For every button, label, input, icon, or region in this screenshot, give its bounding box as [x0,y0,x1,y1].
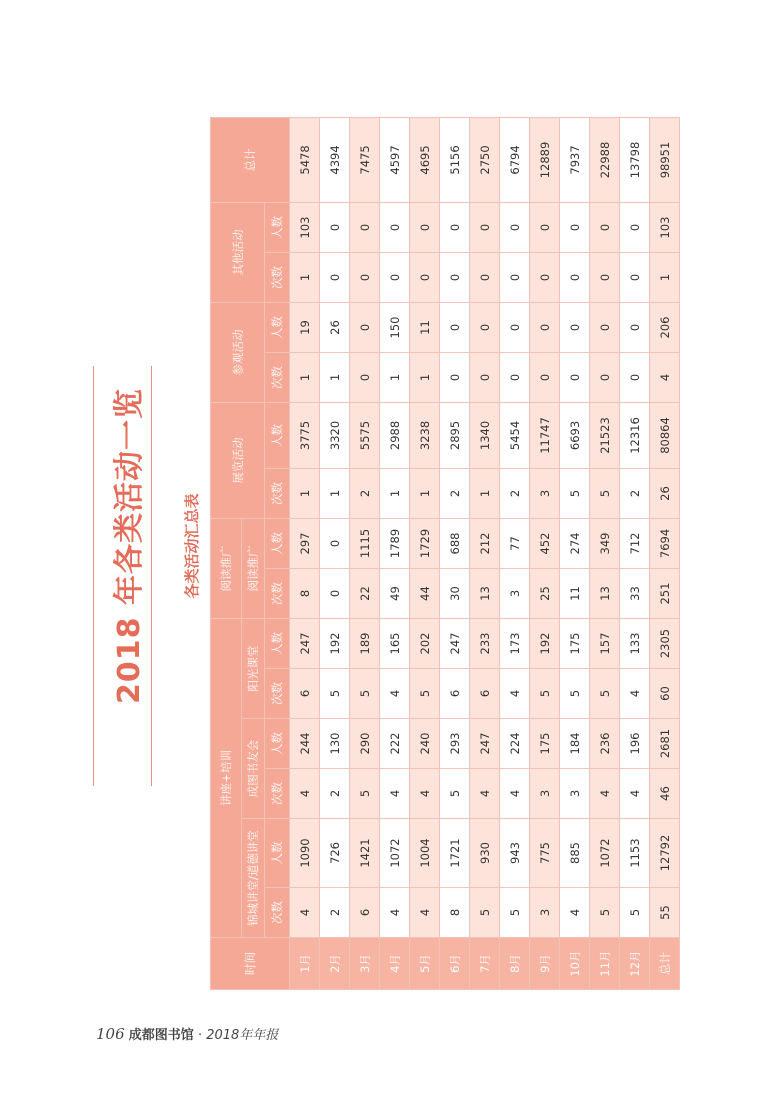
table-cell: 0 [500,302,530,352]
table-cell: 103 [290,202,320,252]
table-cell: 33 [620,568,650,618]
table-cell: 184 [560,719,590,769]
table-cell: 4 [410,769,440,819]
header-sunshine: 阳光课堂 [242,618,265,718]
table-cell: 6 [470,669,500,719]
table-row [380,117,410,989]
table-cell: 290 [350,719,380,769]
table-cell: 2 [440,468,470,518]
table-cell: 0 [350,202,380,252]
table-cell: 4 [620,669,650,719]
table-row [320,117,350,989]
footer-separator: · [197,1028,203,1043]
header-time: 时间 [211,938,290,990]
table-cell: 13 [590,568,620,618]
table-cell: 7694 [650,518,680,568]
row-month: 7月 [470,938,500,990]
table-cell: 0 [500,252,530,302]
table-cell: 1090 [290,819,320,888]
table-cell: 1 [410,352,440,402]
table-cell: 0 [560,202,590,252]
table-cell: 247 [290,618,320,668]
table-cell: 0 [560,352,590,402]
table-title: 各类活动汇总表 [183,493,201,599]
table-cell: 212 [470,518,500,568]
row-total-cell: 22988 [590,117,620,202]
table-row [440,117,470,989]
table-cell: 1421 [350,819,380,888]
header-times: 次数 [265,888,290,938]
table-cell: 4 [590,769,620,819]
table-cell: 0 [470,202,500,252]
subheader-row [265,117,290,989]
row-month: 11月 [590,938,620,990]
table-cell: 274 [560,518,590,568]
table-row [650,117,680,989]
table-cell: 4 [380,669,410,719]
table-cell: 103 [650,202,680,252]
table-cell: 0 [350,302,380,352]
table-cell: 5 [440,769,470,819]
table-cell: 5 [410,669,440,719]
table-cell: 173 [500,618,530,668]
row-month: 12月 [620,938,650,990]
table-cell: 60 [650,669,680,719]
table-cell: 44 [410,568,440,618]
table-cell: 5 [350,769,380,819]
table-row [590,117,620,989]
table-cell: 1 [290,352,320,402]
table-cell: 11747 [530,402,560,468]
table-cell: 2 [620,468,650,518]
table-cell: 4 [560,888,590,938]
table-cell: 4 [500,669,530,719]
table-cell: 4 [500,769,530,819]
table-cell: 8 [440,888,470,938]
table-cell: 0 [530,302,560,352]
page-title: 2018 年各类活动一览 [112,388,147,704]
table-cell: 5 [620,888,650,938]
table-cell: 1729 [410,518,440,568]
row-month: 4月 [380,938,410,990]
table-cell: 885 [560,819,590,888]
page-footer [96,1024,278,1046]
header-times: 次数 [265,769,290,819]
header-times: 次数 [265,252,290,302]
table-cell: 19 [290,302,320,352]
header-times: 次数 [265,568,290,618]
table-cell: 4 [290,769,320,819]
table-cell: 6 [290,669,320,719]
header-bookclub: 成图书友会 [242,719,265,819]
row-month: 10月 [560,938,590,990]
table-cell: 233 [470,618,500,668]
table-row [530,117,560,989]
table-cell: 55 [650,888,680,938]
table-cell: 0 [590,352,620,402]
table-cell: 0 [530,252,560,302]
table-cell: 3320 [320,402,350,468]
table-cell: 0 [590,302,620,352]
table-cell: 6 [350,888,380,938]
header-group-reading: 阅读推广 [211,518,242,618]
table-cell: 0 [440,202,470,252]
row-total-cell: 12889 [530,117,560,202]
table-cell: 222 [380,719,410,769]
table-cell: 46 [650,769,680,819]
row-total-cell: 13798 [620,117,650,202]
table-cell: 0 [590,252,620,302]
table-cell: 0 [620,202,650,252]
row-month: 5月 [410,938,440,990]
row-month: 总计 [650,938,680,990]
table-cell: 2681 [650,719,680,769]
table-row [620,117,650,989]
table-cell: 2 [320,769,350,819]
table-cell: 247 [440,618,470,668]
table-cell: 0 [560,252,590,302]
row-month: 3月 [350,938,380,990]
table-cell: 1340 [470,402,500,468]
table-cell: 2305 [650,618,680,668]
row-total-cell: 4597 [380,117,410,202]
row-month: 8月 [500,938,530,990]
header-reading: 阅读推广 [242,518,265,618]
table-cell: 77 [500,518,530,568]
table-cell: 25 [530,568,560,618]
table-row [350,117,380,989]
table-cell: 0 [440,252,470,302]
table-cell: 4 [620,769,650,819]
table-cell: 247 [470,719,500,769]
row-total-cell: 5156 [440,117,470,202]
header-people: 人数 [265,302,290,352]
table-cell: 3775 [290,402,320,468]
table-cell: 5 [530,669,560,719]
table-cell: 0 [320,518,350,568]
table-cell: 1072 [590,819,620,888]
table-cell: 26 [650,468,680,518]
table-cell: 452 [530,518,560,568]
table-cell: 0 [500,202,530,252]
table-cell: 0 [440,352,470,402]
table-cell: 0 [410,202,440,252]
table-cell: 1 [290,252,320,302]
header-total: 总计 [211,117,290,202]
table-cell: 22 [350,568,380,618]
header-other: 其他活动 [211,202,265,302]
table-cell: 1 [650,252,680,302]
table-cell: 11 [410,302,440,352]
table-cell: 0 [410,252,440,302]
table-cell: 4 [470,769,500,819]
table-cell: 1721 [440,819,470,888]
table-cell: 21523 [590,402,620,468]
table-cell: 0 [590,202,620,252]
header-people: 人数 [265,402,290,468]
table-cell: 4 [650,352,680,402]
row-total-cell: 98951 [650,117,680,202]
table-cell: 6 [440,669,470,719]
table-cell: 0 [620,302,650,352]
table-cell: 1 [470,468,500,518]
table-cell: 0 [320,252,350,302]
table-cell: 12316 [620,402,650,468]
table-cell: 1004 [410,819,440,888]
table-cell: 0 [350,352,380,402]
table-cell: 1 [410,468,440,518]
table-cell: 175 [530,719,560,769]
footer-library: 成都图书馆 [128,1028,194,1043]
table-cell: 3 [530,769,560,819]
table-cell: 0 [320,568,350,618]
table-cell: 1 [290,468,320,518]
header-exhibition: 展览活动 [211,402,265,518]
header-people: 人数 [265,719,290,769]
header-times: 次数 [265,352,290,402]
table-cell: 0 [320,202,350,252]
footer-report: 2018年年报 [206,1028,279,1043]
table-cell: 3 [500,568,530,618]
table-cell: 775 [530,819,560,888]
table-cell: 244 [290,719,320,769]
table-cell: 240 [410,719,440,769]
table-cell: 2895 [440,402,470,468]
row-total-cell: 4394 [320,117,350,202]
header-people: 人数 [265,518,290,568]
table-row [560,117,590,989]
table-cell: 297 [290,518,320,568]
table-cell: 0 [470,252,500,302]
table-row [290,117,320,989]
table-cell: 251 [650,568,680,618]
table-cell: 1115 [350,518,380,568]
table-cell: 150 [380,302,410,352]
table-cell: 13 [470,568,500,618]
table-cell: 165 [380,618,410,668]
row-total-cell: 7475 [350,117,380,202]
table-cell: 5 [590,669,620,719]
header-jincheng: 锦城讲堂/道德讲堂 [242,819,265,938]
page-number: 106 [96,1025,125,1043]
table-cell: 5 [590,888,620,938]
table-cell: 206 [650,302,680,352]
table-cell: 12792 [650,819,680,888]
row-month: 9月 [530,938,560,990]
table-cell: 26 [320,302,350,352]
header-people: 人数 [265,618,290,668]
header-visit: 参观活动 [211,302,265,402]
header-times: 次数 [265,468,290,518]
table-cell: 0 [470,302,500,352]
table-cell: 5575 [350,402,380,468]
table-cell: 4 [380,888,410,938]
table-cell: 1789 [380,518,410,568]
table-cell: 5 [500,888,530,938]
table-cell: 1 [380,352,410,402]
table-cell: 30 [440,568,470,618]
table-cell: 8 [290,568,320,618]
table-cell: 189 [350,618,380,668]
header-group-lecture: 讲座+培训 [211,618,242,937]
header-people: 人数 [265,202,290,252]
table-cell: 1 [380,468,410,518]
table-cell: 192 [320,618,350,668]
table-cell: 224 [500,719,530,769]
row-month: 2月 [320,938,350,990]
table-cell: 0 [380,252,410,302]
table-cell: 726 [320,819,350,888]
table-cell: 5 [590,468,620,518]
row-total-cell: 7937 [560,117,590,202]
row-total-cell: 2750 [470,117,500,202]
table-row [410,117,440,989]
table-cell: 4 [290,888,320,938]
table-cell: 293 [440,719,470,769]
table-cell: 5 [560,468,590,518]
table-body [290,117,680,989]
table-cell: 80864 [650,402,680,468]
row-total-cell: 6794 [500,117,530,202]
table-cell: 2 [350,468,380,518]
table-cell: 236 [590,719,620,769]
table-cell: 1 [320,468,350,518]
table-cell: 1 [320,352,350,402]
table-cell: 688 [440,518,470,568]
table-row [500,117,530,989]
activity-summary-table [210,117,680,990]
header-times: 次数 [265,669,290,719]
table-cell: 196 [620,719,650,769]
table-cell: 0 [380,202,410,252]
table-cell: 712 [620,518,650,568]
table-cell: 175 [560,618,590,668]
table-cell: 930 [470,819,500,888]
table-cell: 0 [560,302,590,352]
header-people: 人数 [265,819,290,888]
table-cell: 4 [410,888,440,938]
table-cell: 5454 [500,402,530,468]
table-cell: 4 [380,769,410,819]
table-cell: 192 [530,618,560,668]
title-rule-bottom [151,366,152,786]
table-cell: 6693 [560,402,590,468]
table-cell: 1153 [620,819,650,888]
table-cell: 0 [530,352,560,402]
table-cell: 5 [470,888,500,938]
table-cell: 0 [350,252,380,302]
table-cell: 5 [560,669,590,719]
table-cell: 3 [530,888,560,938]
table-cell: 0 [440,302,470,352]
table-cell: 11 [560,568,590,618]
table-cell: 157 [590,618,620,668]
table-cell: 49 [380,568,410,618]
table-row [470,117,500,989]
table-cell: 0 [530,202,560,252]
table-cell: 349 [590,518,620,568]
table-cell: 943 [500,819,530,888]
title-rule-top [93,366,94,786]
table-cell: 0 [620,252,650,302]
table-cell: 1072 [380,819,410,888]
table-cell: 0 [470,352,500,402]
table-cell: 3238 [410,402,440,468]
row-total-cell: 5478 [290,117,320,202]
table-cell: 2988 [380,402,410,468]
table-cell: 133 [620,618,650,668]
table-cell: 0 [620,352,650,402]
table-cell: 5 [350,669,380,719]
table-cell: 3 [560,769,590,819]
table-cell: 0 [500,352,530,402]
table-cell: 130 [320,719,350,769]
row-month: 6月 [440,938,470,990]
table-cell: 2 [500,468,530,518]
table-cell: 2 [320,888,350,938]
table-cell: 202 [410,618,440,668]
row-total-cell: 4695 [410,117,440,202]
table-cell: 3 [530,468,560,518]
table-cell: 5 [320,669,350,719]
row-month: 1月 [290,938,320,990]
